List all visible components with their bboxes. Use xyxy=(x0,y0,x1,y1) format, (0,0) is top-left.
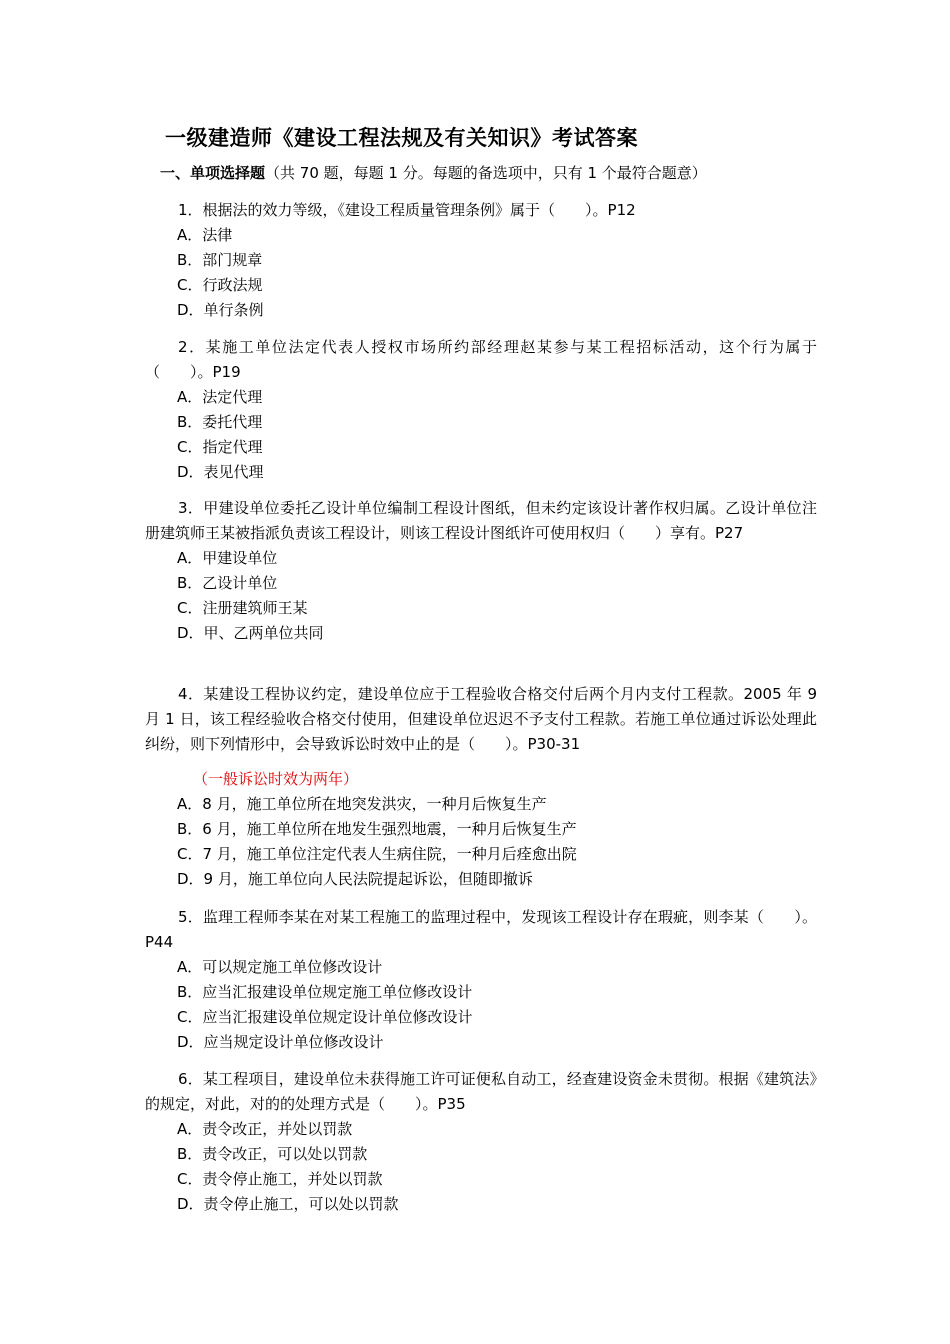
question-stem: 6．某工程项目，建设单位未获得施工许可证便私自动工，经查建设资金未贯彻。根据《建筑法》的规定，对此，对的的处理方式是（ ）。P35 xyxy=(145,1070,817,1113)
option-a: A．法律 xyxy=(177,226,233,244)
question-1 xyxy=(145,198,817,323)
question-note: （一般诉讼时效为两年） xyxy=(193,770,359,788)
option-b: B．部门规章 xyxy=(177,251,263,269)
option-a: A．8 月，施工单位所在地突发洪灾，一种月后恢复生产 xyxy=(177,795,547,813)
document-title: 一级建造师《建设工程法规及有关知识》考试答案 xyxy=(165,126,638,150)
question-4 xyxy=(145,682,817,892)
option-c: C．注册建筑师王某 xyxy=(177,599,308,617)
option-c: C．行政法规 xyxy=(177,276,263,294)
section-heading: 一、单项选择题 xyxy=(160,164,266,182)
question-stem: 1．根据法的效力等级，《建设工程质量管理条例》属于（ ）。P12 xyxy=(178,201,636,219)
section-instructions: （共 70 题，每题 1 分。每题的备选项中，只有 1 个最符合题意） xyxy=(265,164,707,182)
option-a: A．可以规定施工单位修改设计 xyxy=(177,958,383,976)
option-d: D．应当规定设计单位修改设计 xyxy=(177,1033,384,1051)
question-stem: 4．某建设工程协议约定，建设单位应于工程验收合格交付后两个月内支付工程款。2005 年 9 月 1 日，该工程经验收合格交付使用，但建设单位迟迟不予支付工程款。若施工单位通过诉讼处理此纠纷，则下列情形中，会导致诉讼时效中止的是（ ）。P30-31 xyxy=(145,685,817,753)
option-d: D．表见代理 xyxy=(177,463,264,481)
question-stem: 5．监理工程师李某在对某工程施工的监理过程中，发现该工程设计存在瑕疵，则李某（ ）。P44 xyxy=(145,908,817,951)
option-a: A．甲建设单位 xyxy=(177,549,278,567)
question-stem: 3．甲建设单位委托乙设计单位编制工程设计图纸，但未约定该设计著作权归属。乙设计单位注册建筑师王某被指派负责该工程设计，则该工程设计图纸许可使用权归（ ）享有。P27 xyxy=(145,499,817,542)
option-b: B．应当汇报建设单位规定施工单位修改设计 xyxy=(177,983,473,1001)
question-5 xyxy=(145,905,817,1055)
option-b: B．乙设计单位 xyxy=(177,574,278,592)
option-a: A．法定代理 xyxy=(177,388,263,406)
option-c: C．7 月，施工单位注定代表人生病住院，一种月后痊愈出院 xyxy=(177,845,577,863)
option-b: B．责令改正，可以处以罚款 xyxy=(177,1145,368,1163)
option-d: D．甲、乙两单位共同 xyxy=(177,624,324,642)
question-3 xyxy=(145,496,817,646)
option-a: A．责令改正，并处以罚款 xyxy=(177,1120,353,1138)
question-2 xyxy=(145,335,817,485)
option-c: C．应当汇报建设单位规定设计单位修改设计 xyxy=(177,1008,473,1026)
option-b: B．委托代理 xyxy=(177,413,263,431)
option-c: C．指定代理 xyxy=(177,438,263,456)
option-d: D．单行条例 xyxy=(177,301,264,319)
option-b: B．6 月，施工单位所在地发生强烈地震，一种月后恢复生产 xyxy=(177,820,577,838)
option-d: D．责令停止施工，可以处以罚款 xyxy=(177,1195,399,1213)
question-stem: 2．某施工单位法定代表人授权市场所约部经理赵某参与某工程招标活动，这个行为属于（ ）。P19 xyxy=(145,338,817,381)
section-heading-line xyxy=(160,162,707,183)
option-c: C．责令停止施工，并处以罚款 xyxy=(177,1170,383,1188)
option-d: D．9 月，施工单位向人民法院提起诉讼，但随即撤诉 xyxy=(177,870,533,888)
question-6 xyxy=(145,1067,817,1217)
